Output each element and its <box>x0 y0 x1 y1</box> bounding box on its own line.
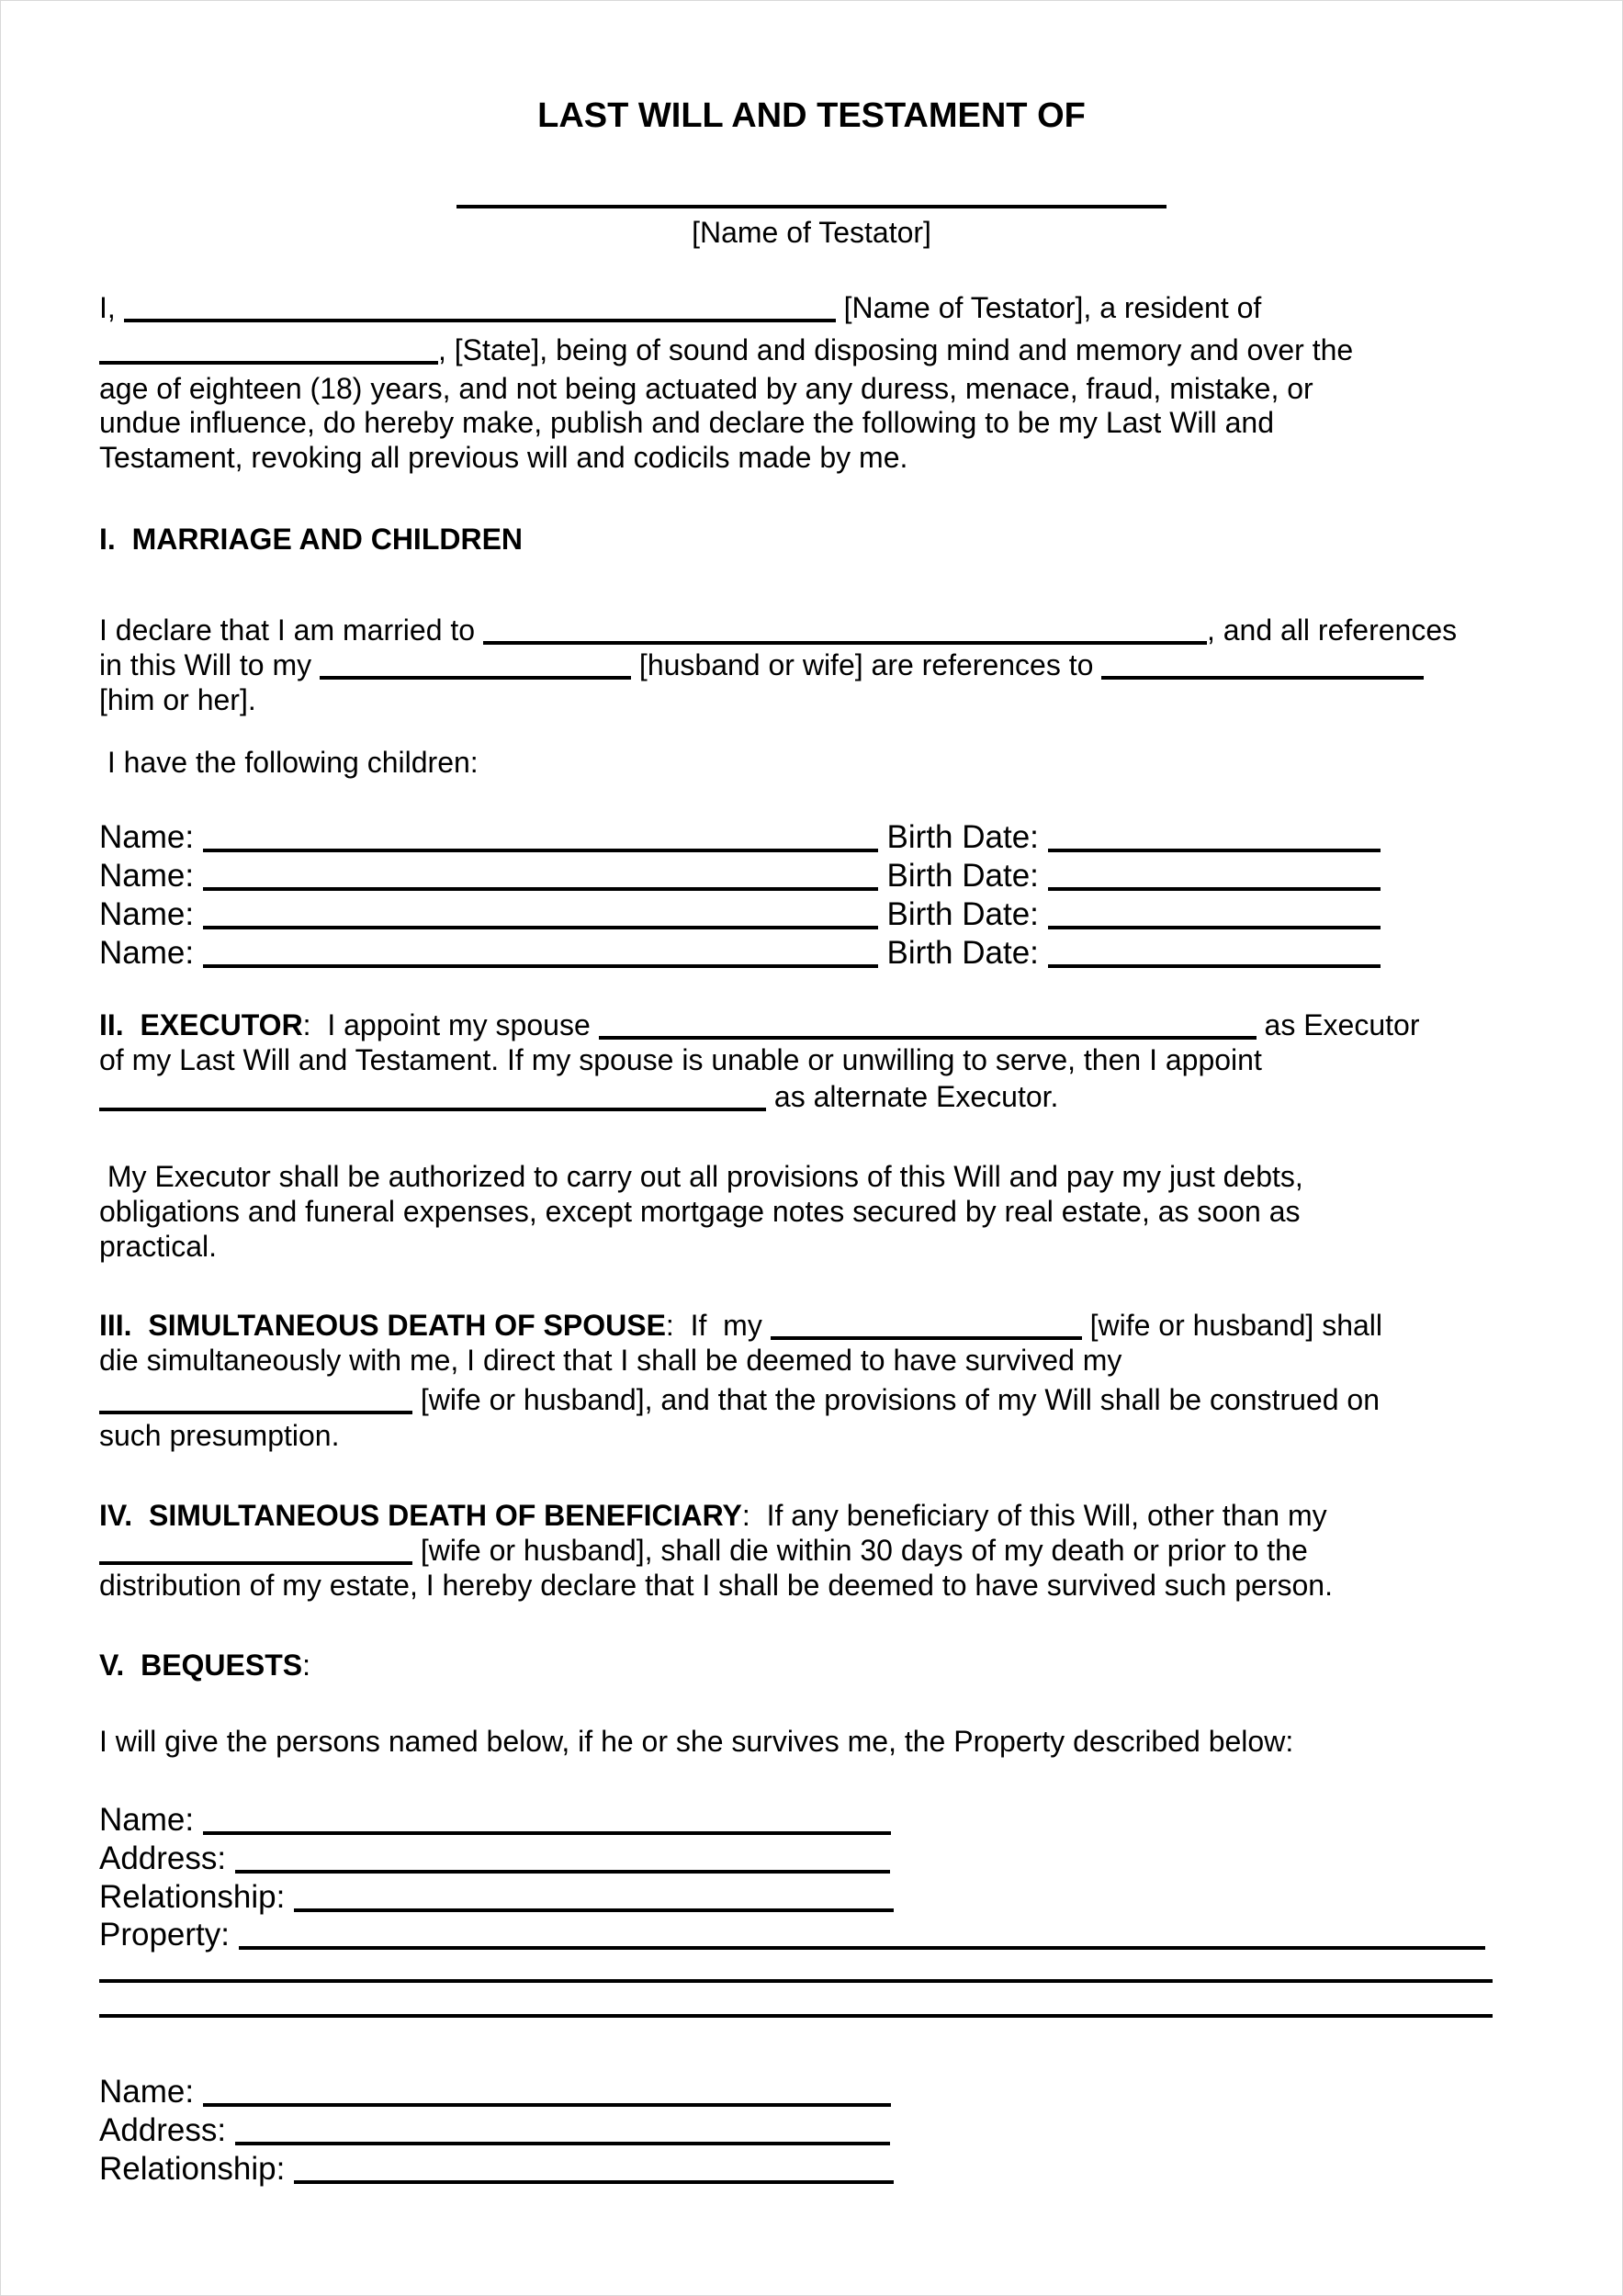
alternate-executor-field[interactable] <box>99 1108 766 1111</box>
section-2-line-1 <box>99 1007 1419 1042</box>
bequest-2-name-row <box>99 2073 891 2111</box>
testator-name-field[interactable] <box>124 319 836 322</box>
bequests-intro: I will give the persons named below, if he or she survives me, the Property described below: <box>99 1725 1294 1758</box>
marriage-line-3: [him or her]. <box>99 683 256 716</box>
child-3-name-field[interactable] <box>203 926 878 929</box>
child-2-birthdate-field[interactable] <box>1048 887 1381 891</box>
bequest-1-property-row <box>99 1916 1485 1954</box>
address-label: Address: <box>99 1840 235 1876</box>
name-label: Name: <box>99 935 203 971</box>
bequest-1-property-continuation-line-2[interactable] <box>99 2014 1493 2018</box>
intro-line-4: undue influence, do hereby make, publish and declare the following to be my Last Will and <box>99 406 1274 439</box>
child-4-name-field[interactable] <box>203 964 878 968</box>
name-label: Name: <box>99 896 203 932</box>
text-segment: : If my <box>665 1309 771 1342</box>
child-1-name-field[interactable] <box>203 849 878 852</box>
section-2-line-3 <box>99 1079 1058 1114</box>
bequest-1-address-field[interactable] <box>235 1870 890 1874</box>
address-label: Address: <box>99 2112 235 2148</box>
intro-line-3: age of eighteen (18) years, and not being actuated by any duress, menace, fraud, mistake, or <box>99 372 1313 405</box>
section-1-heading <box>99 522 523 557</box>
bequest-1-property-continuation-line-1[interactable] <box>99 1979 1493 1983</box>
child-row-3 <box>99 895 1381 934</box>
heading-text: IV. SIMULTANEOUS DEATH OF BENEFICIARY <box>99 1499 742 1532</box>
bequest-2-name-field[interactable] <box>203 2103 891 2107</box>
bequest-1-name-field[interactable] <box>203 1831 891 1835</box>
text-segment: : I appoint my spouse <box>302 1008 599 1041</box>
bequest-1-relationship-field[interactable] <box>294 1908 894 1912</box>
birth-date-label: Birth Date: <box>877 858 1048 894</box>
text-segment: I declare that I am married to <box>99 613 483 647</box>
document-title: LAST WILL AND TESTAMENT OF <box>537 96 1086 135</box>
section-3-line-3 <box>99 1382 1380 1417</box>
executor-powers-line-3: practical. <box>99 1230 218 1263</box>
child-row-1 <box>99 818 1381 857</box>
executor-powers-line-1: My Executor shall be authorized to carry out all provisions of this Will and pay my just debts, <box>99 1160 1303 1193</box>
section-3-line-4: such presumption. <box>99 1419 340 1452</box>
section-4-line-2 <box>99 1533 1308 1568</box>
child-1-birthdate-field[interactable] <box>1048 849 1381 852</box>
bequest-1-name-row <box>99 1801 891 1840</box>
property-label: Property: <box>99 1917 239 1953</box>
executor-powers-line-2: obligations and funeral expenses, except mortgage notes secured by real estate, as soon as <box>99 1195 1301 1228</box>
name-label: Name: <box>99 1802 203 1838</box>
testator-name-caption: [Name of Testator] <box>692 216 931 249</box>
name-label: Name: <box>99 2074 203 2110</box>
child-3-birthdate-field[interactable] <box>1048 926 1381 929</box>
section-3-line-2: die simultaneously with me, I direct that I shall be deemed to have survived my <box>99 1344 1122 1377</box>
bequest-2-relationship-field[interactable] <box>294 2180 894 2184</box>
bequest-2-address-row <box>99 2111 890 2150</box>
state-field[interactable] <box>99 361 438 365</box>
child-2-name-field[interactable] <box>203 887 878 891</box>
section-4-line-3: distribution of my estate, I hereby declare that I shall be deemed to have survived such person. <box>99 1569 1333 1602</box>
section-5-heading <box>99 1648 310 1683</box>
section-3-line-1 <box>99 1308 1382 1343</box>
birth-date-label: Birth Date: <box>877 819 1048 855</box>
section-2-line-2: of my Last Will and Testament. If my spouse is unable or unwilling to serve, then I appoint <box>99 1043 1262 1076</box>
text-segment: as Executor <box>1256 1008 1420 1041</box>
bequest-1-relationship-row <box>99 1878 894 1917</box>
relationship-label: Relationship: <box>99 2151 295 2187</box>
heading-text: I. MARRIAGE AND CHILDREN <box>99 523 524 556</box>
text-segment: I, <box>99 291 124 324</box>
spouse-title-field[interactable] <box>320 676 631 680</box>
intro-line-5: Testament, revoking all previous will and codicils made by me. <box>99 441 908 474</box>
text-segment: [Name of Testator], a resident of <box>835 291 1262 324</box>
heading-text: II. EXECUTOR <box>99 1008 303 1041</box>
name-label: Name: <box>99 819 203 855</box>
intro-line-2 <box>99 332 1353 367</box>
heading-text: III. SIMULTANEOUS DEATH OF SPOUSE <box>99 1309 666 1342</box>
birth-date-label: Birth Date: <box>877 896 1048 932</box>
marriage-line-2 <box>99 647 1424 682</box>
testator-name-line[interactable] <box>456 205 1167 208</box>
text-segment: : If any beneficiary of this Will, other than my <box>741 1499 1327 1532</box>
text-segment: , [State], being of sound and disposing mind and memory and over the <box>438 333 1354 366</box>
heading-text: V. BEQUESTS <box>99 1649 303 1682</box>
intro-line-1 <box>99 290 1261 325</box>
spouse-pronoun-field[interactable] <box>1101 676 1424 680</box>
text-segment: , and all references <box>1206 613 1458 647</box>
section-4-line-1 <box>99 1498 1327 1533</box>
children-intro: I have the following children: <box>99 746 479 779</box>
text-segment: [wife or husband], and that the provisions of my Will shall be construed on <box>412 1383 1380 1416</box>
text-segment: as alternate Executor. <box>766 1080 1059 1113</box>
birth-date-label: Birth Date: <box>877 935 1048 971</box>
text-segment: : <box>302 1649 310 1682</box>
child-row-2 <box>99 857 1381 895</box>
relationship-label: Relationship: <box>99 1879 295 1915</box>
spouse-title-field-iii[interactable] <box>771 1336 1082 1340</box>
text-segment: in this Will to my <box>99 648 321 681</box>
spouse-title-field-iii-2[interactable] <box>99 1411 412 1414</box>
bequest-1-property-field[interactable] <box>239 1946 1485 1950</box>
spouse-name-field[interactable] <box>483 641 1207 645</box>
text-segment: [husband or wife] are references to <box>631 648 1102 681</box>
bequest-1-address-row <box>99 1840 890 1878</box>
bequest-2-relationship-row <box>99 2150 894 2189</box>
name-label: Name: <box>99 858 203 894</box>
text-segment: [wife or husband] shall <box>1081 1309 1382 1342</box>
executor-spouse-name-field[interactable] <box>599 1036 1257 1040</box>
spouse-title-field-iv[interactable] <box>99 1561 412 1565</box>
child-row-4 <box>99 934 1381 973</box>
child-4-birthdate-field[interactable] <box>1048 964 1381 968</box>
bequest-2-address-field[interactable] <box>235 2142 890 2145</box>
marriage-line-1 <box>99 613 1457 647</box>
text-segment: [wife or husband], shall die within 30 days of my death or prior to the <box>412 1534 1308 1567</box>
